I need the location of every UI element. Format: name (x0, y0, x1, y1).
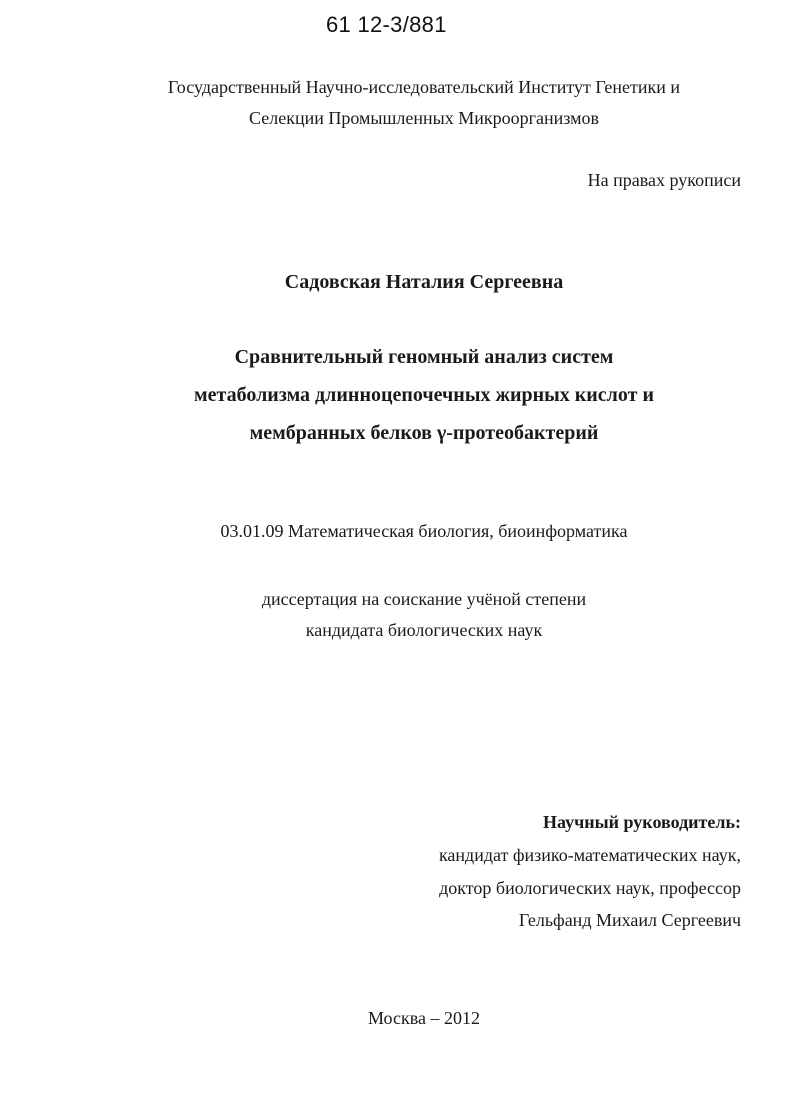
dissertation-title-line-2: метаболизма длинноцепочечных жирных кислот и (194, 384, 654, 406)
dissertation-title-line-1: Сравнительный геномный анализ систем (234, 346, 614, 368)
degree-line-2: кандидата биологических наук (305, 620, 543, 640)
dissertation-title-line-3: мембранных белков γ-протеобактерий (249, 422, 599, 444)
archive-stamp-number: 61 12-3/881 (326, 12, 447, 37)
supervisor-degree-line-1: кандидат физико-математических наук, (438, 845, 741, 865)
city-year: Москва – 2012 (368, 1008, 480, 1028)
specialty-code: 03.01.09 Математическая биология, биоинформатика (220, 521, 628, 541)
supervisor-degree-line-2: доктор биологических наук, профессор (439, 878, 741, 898)
supervisor-name: Гельфанд Михаил Сергеевич (518, 910, 741, 930)
author-name: Садовская Наталия Сергеевна (284, 271, 564, 293)
manuscript-rights-note: На правах рукописи (587, 170, 741, 190)
institution-line-1: Государственный Научно-исследовательский Институт Генетики и (167, 77, 681, 97)
supervisor-heading: Научный руководитель: (543, 812, 741, 832)
degree-line-1: диссертация на соискание учёной степени (261, 589, 587, 609)
institution-line-2: Селекции Промышленных Микроорганизмов (249, 108, 599, 128)
